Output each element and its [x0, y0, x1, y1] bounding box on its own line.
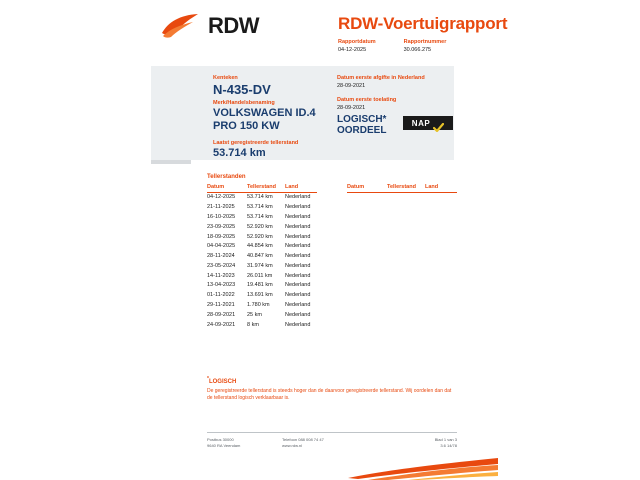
- plate-label: Kenteken: [213, 75, 238, 81]
- cell-country: Nederland: [285, 272, 311, 279]
- footer-address-line2: 9640 RA Veendam: [207, 443, 241, 448]
- cell-odometer: 40.847 km: [247, 253, 273, 260]
- cell-odometer: 53.714 km: [247, 194, 273, 201]
- first-authorization-value: 28-09-2021: [337, 105, 366, 111]
- footnote-star: *: [207, 376, 209, 382]
- column-header-country: Land: [285, 183, 317, 193]
- cell-date: 04-04-2025: [207, 243, 236, 250]
- cell-country: Nederland: [285, 223, 311, 230]
- cell-odometer: 19.481 km: [247, 282, 273, 289]
- odometer-section-title: Tellerstanden: [207, 174, 246, 180]
- footer-version: 3.6 14/78: [440, 443, 457, 448]
- table-row: [207, 301, 317, 311]
- first-admission-value: 28-09-2021: [337, 83, 366, 89]
- page-title: RDW-Voertuigrapport: [338, 14, 508, 33]
- footnote-title-text: LOGISCH: [208, 379, 237, 385]
- cell-date: 28-09-2021: [207, 311, 236, 318]
- cell-country: Nederland: [285, 301, 311, 308]
- odometer-table-left: [207, 183, 317, 330]
- verdict-line2: OORDEEL: [337, 125, 387, 136]
- cell-country: Nederland: [285, 204, 311, 211]
- cell-odometer: 31.974 km: [247, 262, 273, 269]
- cell-country: Nederland: [285, 213, 311, 220]
- footer-website[interactable]: www.rdw.nl: [282, 443, 303, 448]
- table-row: [207, 320, 317, 330]
- document-footer: [207, 437, 457, 449]
- cell-odometer: 53.714 km: [247, 213, 273, 220]
- report-number: [404, 38, 447, 54]
- cell-date: 23-05-2024: [207, 262, 236, 269]
- cell-date: 01-11-2022: [207, 292, 235, 299]
- document-header: [0, 0, 640, 60]
- first-authorization-label: Datum eerste toelating: [337, 97, 397, 103]
- cell-odometer: 26.011 km: [247, 272, 273, 279]
- report-meta: [338, 38, 446, 54]
- footer-page-number: Blad 1 van 3: [434, 437, 457, 442]
- table-row: [207, 222, 317, 232]
- make-value-line2: PRO 150 KW: [213, 120, 280, 132]
- rdw-logo: [160, 13, 259, 39]
- report-date-label: Rapportdatum: [338, 39, 376, 45]
- report-number-value: 30.066.275: [403, 47, 432, 53]
- cell-country: Nederland: [285, 233, 311, 240]
- column-header-odometer: Tellerstand: [247, 183, 285, 193]
- cell-odometer: 52.920 km: [247, 223, 273, 230]
- last-odometer-label: Laatst geregistreerde tellerstand: [213, 140, 299, 146]
- column-header-country: Land: [425, 183, 457, 193]
- cell-odometer: 13.691 km: [247, 292, 273, 299]
- odometer-table-right: [347, 183, 457, 330]
- cell-date: 16-10-2025: [207, 213, 236, 220]
- column-header-date: Datum: [207, 183, 247, 193]
- footer-phone: Telefoon 088 008 74 47: [282, 437, 324, 442]
- cell-odometer: 52.920 km: [247, 233, 273, 240]
- cell-date: 18-09-2025: [207, 233, 236, 240]
- table-row: [207, 232, 317, 242]
- cell-country: Nederland: [285, 194, 311, 201]
- cell-date: 24-09-2021: [207, 321, 236, 328]
- report-number-label: Rapportnummer: [403, 39, 447, 45]
- cell-odometer: 44.854 km: [247, 243, 273, 250]
- cell-date: 29-11-2021: [207, 301, 235, 308]
- cell-country: Nederland: [285, 321, 311, 328]
- cell-country: Nederland: [285, 243, 311, 250]
- decorative-swoosh-icon: [348, 458, 498, 480]
- table-row: [207, 271, 317, 281]
- column-header-date: Datum: [347, 183, 387, 193]
- cell-date: 28-11-2024: [207, 253, 235, 260]
- last-odometer-value: 53.714 km: [213, 147, 266, 159]
- cell-date: 14-11-2023: [207, 272, 235, 279]
- table-header-row: [347, 183, 457, 193]
- footnote-title: [207, 376, 457, 385]
- table-row: [207, 213, 317, 223]
- panel-shadow: [151, 160, 191, 164]
- table-row: [207, 310, 317, 320]
- table-row: [207, 242, 317, 252]
- cell-date: 04-12-2025: [207, 194, 236, 201]
- cell-country: Nederland: [285, 282, 311, 289]
- cell-odometer: 25 km: [247, 311, 262, 318]
- table-row: [207, 203, 317, 213]
- cell-date: 21-11-2025: [207, 204, 235, 211]
- table-row: [207, 193, 317, 203]
- check-icon: [433, 119, 444, 128]
- odometer-section: [207, 174, 457, 330]
- table-row: [207, 252, 317, 262]
- footnote-block: [207, 376, 457, 402]
- make-value-line1: VOLKSWAGEN ID.4: [213, 107, 316, 119]
- report-date-value: 04-12-2025: [338, 47, 367, 53]
- nap-badge-label: NAP: [411, 118, 431, 128]
- vehicle-info-panel: [151, 66, 454, 160]
- verdict-line1: LOGISCH*: [337, 114, 387, 125]
- cell-country: Nederland: [285, 292, 311, 299]
- column-header-odometer: Tellerstand: [387, 183, 425, 193]
- cell-country: Nederland: [285, 253, 311, 260]
- cell-odometer: 53.714 km: [247, 204, 273, 211]
- cell-date: 13-04-2023: [207, 282, 236, 289]
- table-row: [207, 291, 317, 301]
- vehicle-dates-block: [337, 74, 457, 112]
- cell-odometer: 1.780 km: [247, 301, 270, 308]
- cell-country: Nederland: [285, 262, 311, 269]
- table-row: [207, 281, 317, 291]
- nap-badge: [403, 116, 453, 130]
- brand-name: RDW: [208, 13, 260, 38]
- cell-odometer: 8 km: [247, 321, 259, 328]
- first-admission-label: Datum eerste afgifte in Nederland: [337, 75, 425, 81]
- footnote-body: De geregistreerde tellerstand is steeds hoger dan de daarvoor geregistreerde tellerstand. Wij oordelen dan dat de tellerstand logisch verklaarbaar is.: [207, 388, 452, 401]
- odometer-rows-left: [207, 193, 317, 330]
- cell-country: Nederland: [285, 311, 311, 318]
- make-label: Merk/Handelsbenaming: [213, 100, 275, 106]
- plate-value: N-435-DV: [213, 82, 271, 97]
- rdw-swoosh-icon: [160, 13, 202, 39]
- verdict-block: [337, 114, 386, 136]
- footer-address-line1: Postbus 30000: [207, 437, 234, 442]
- table-header-row: [207, 183, 317, 193]
- footer-divider: [207, 432, 457, 433]
- table-row: [207, 261, 317, 271]
- report-date: [338, 38, 376, 54]
- cell-date: 23-09-2025: [207, 223, 236, 230]
